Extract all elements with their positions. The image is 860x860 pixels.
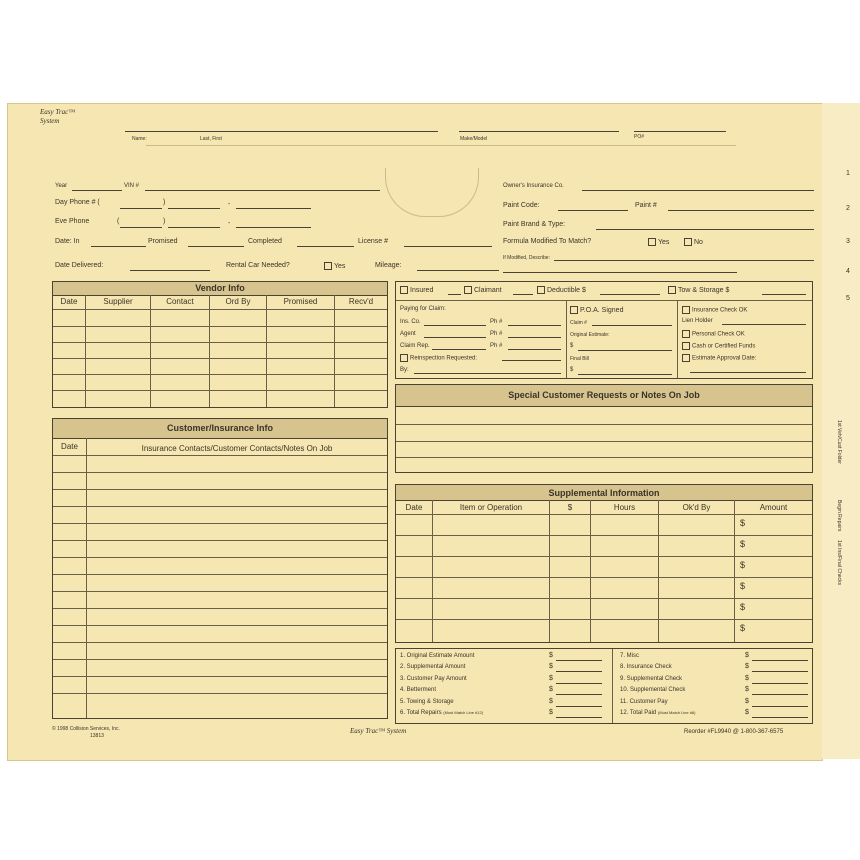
day-area-line [120,208,162,209]
claim-box [395,281,813,379]
paren: ( [117,218,120,225]
checkbox-icon [682,306,690,314]
rental-yes[interactable] [324,262,345,270]
final-bill-dollar: $ [570,367,574,373]
supp-col-line [590,500,591,642]
by-line [414,373,561,374]
special-row-line [396,457,812,458]
supp-row-line [396,598,812,599]
agent-label: Agent [400,331,416,337]
total-left-line [556,706,602,707]
claimant-line [513,294,533,295]
customer-row-line [53,642,387,643]
checkbox-icon [682,330,690,338]
rental-label: Rental Car Needed? [226,262,290,269]
vendor-col-recvd: Recv'd [348,297,374,306]
eve-phone-label: Eve Phone [55,218,90,225]
claimant-check[interactable] [464,286,502,294]
claimant-label: Claimant [474,286,502,294]
total-right-dollar: $ [745,652,749,659]
customer-row-line [53,455,387,456]
customer-row-line [53,540,387,541]
reinspect-label: Reinspection Requested: [410,355,478,362]
by-label: By: [400,367,409,373]
formula-yes-label: Yes [658,238,670,246]
customer-col-date: Date [61,442,78,451]
checkbox-icon [400,354,408,362]
vendor-row-line [53,326,387,327]
checkbox-icon [464,286,472,294]
special-row-line [396,424,812,425]
approval-label: Estimate Approval Date: [692,355,757,362]
lien-label: Lien Holder [682,318,713,324]
side-label: 1st Veh/Cust Folder [836,420,842,464]
make-model-label: Make/Model [460,136,488,142]
total-left-line [556,717,602,718]
supp-col-hours: Hours [613,503,636,512]
supp-amount-dollar: $ [740,602,746,612]
date-delivered-line [130,270,210,271]
total-left-label-6 [400,710,483,716]
supp-row-line [396,535,812,536]
insured-check[interactable] [400,286,433,294]
completed-line [297,246,354,247]
customer-row-line [53,659,387,660]
checkbox-icon [682,342,690,350]
customer-row-line [53,608,387,609]
total-label: 12. Total Paid [620,710,657,716]
supp-col-line [549,500,550,642]
side-number: 5 [846,295,850,302]
totals-divider [612,649,613,723]
day-phone-label: Day Phone # ( [55,199,100,206]
dash: - [228,220,231,227]
checkbox-icon [668,286,676,294]
checkbox-icon [570,306,578,314]
customer-table [52,418,388,719]
checkbox-icon [324,262,332,270]
customer-row-line [53,472,387,473]
agent-line [424,337,486,338]
ph-line [508,337,561,338]
special-box [395,384,813,473]
owners-ins-line [582,190,814,191]
approval-line [690,372,806,373]
customer-row-line [53,625,387,626]
supp-col-okdby: Ok'd By [682,503,711,512]
eve-phone-line2 [236,227,311,228]
vendor-row-line [53,374,387,375]
total-right-label-12 [620,710,696,716]
day-phone-line2 [236,208,311,209]
supp-col-line [432,500,433,642]
side-number: 4 [846,268,850,275]
side-number: 1 [846,170,850,177]
reinspect-line [502,360,561,361]
folder-top-edge [7,95,827,103]
supp-amount-dollar: $ [740,560,746,570]
orig-est-dollar: $ [570,343,574,349]
deductible-check[interactable] [537,286,586,294]
reinspect-check[interactable] [400,354,477,362]
vin-label: VIN # [124,183,140,189]
supp-row-line [396,577,812,578]
name-label: Name: [132,136,147,142]
special-title: Special Customer Requests or Notes On Job [396,385,812,407]
tow-line [762,294,806,295]
total-left-line [556,660,602,661]
year-label: Year [55,183,68,189]
formula-no-label: No [694,238,703,246]
customer-row-line [53,693,387,694]
side-label: 1st Ins/Final Checks [836,540,842,586]
vendor-col-supplier: Supplier [103,297,133,306]
vendor-row-line [53,358,387,359]
date-in-line [91,246,146,247]
brand-line1: Easy Trac™ [40,108,76,116]
total-right-label: 11. Customer Pay [620,699,668,705]
final-bill-line [578,374,672,375]
customer-row-line [53,557,387,558]
paint-num-label: Paint # [635,202,657,209]
deductible-label: Deductible $ [547,286,586,294]
total-left-label: 2. Supplemental Amount [400,664,466,670]
claim-rep-label: Claim Rep. [400,343,430,349]
checkbox-icon [682,354,690,362]
customer-title: Customer/Insurance Info [53,419,387,439]
vendor-col-contact: Contact [166,297,194,306]
supp-col-date: Date [405,503,423,512]
claim-divider [396,300,812,301]
footer-brand: Easy Trac™ System [350,727,407,735]
ph-label: Ph # [490,343,503,349]
supp-col-dollar: $ [567,503,573,512]
license-label: License # [358,238,388,245]
supp-amount-dollar: $ [740,623,746,633]
paren: ) [163,199,166,206]
total-left-dollar: $ [549,675,553,682]
mileage-label: Mileage: [375,262,402,269]
checkbox-icon [684,238,692,246]
dash: - [228,201,231,208]
total-left-dollar: $ [549,698,553,705]
supp-col-amount: Amount [759,503,788,512]
day-phone-line [168,208,220,209]
special-row-line [396,441,812,442]
claim-num-line [592,325,672,326]
total-left-dollar: $ [549,709,553,716]
customer-row-line [53,489,387,490]
claim-col-line [677,300,678,378]
customer-row-line [53,523,387,524]
if-modified-line2 [503,272,737,273]
total-left-line [556,671,602,672]
total-right-line [752,717,808,718]
personal-check[interactable] [682,330,745,338]
customer-row-line [53,676,387,677]
year-line [72,190,122,191]
vendor-col-promised: Promised [283,297,318,306]
claim-num-label: Claim # [570,320,587,326]
eve-phone-line [168,227,220,228]
supp-row-line [396,556,812,557]
supplemental-title: Supplemental Information [396,485,812,501]
po-label: PO# [634,134,645,140]
total-left-label: 4. Betterment [400,687,437,693]
vin-line [145,190,380,191]
orig-est-label: Original Estimate: [570,332,610,338]
rental-yes-label: Yes [334,262,346,270]
supp-col-line [658,500,659,642]
paint-num-line [668,210,814,211]
insured-line [448,294,461,295]
paint-brand-line [596,229,814,230]
paint-code-label: Paint Code: [503,202,540,209]
customer-row-line [53,506,387,507]
total-left-line [556,694,602,695]
name-line [125,131,438,132]
total-right-label: 10. Supplemental Check [620,687,686,693]
poa-label: P.O.A. Signed [580,306,624,314]
vendor-row-line [53,390,387,391]
last-first-label: Last, First [200,136,222,142]
tow-label: Tow & Storage $ [678,286,730,294]
approval-check[interactable] [682,354,756,362]
paren: ) [163,218,166,225]
claim-rep-line [432,349,486,350]
customer-row-line [53,574,387,575]
promised-label: Promised [148,238,178,245]
cash-check[interactable] [682,342,755,350]
personal-label: Personal Check OK [692,331,745,338]
ins-check-check[interactable] [682,306,747,314]
checkbox-icon [400,286,408,294]
formula-yes[interactable] [648,238,669,246]
total-right-dollar: $ [745,663,749,670]
orig-est-line [578,350,672,351]
paint-code-line [558,210,628,211]
total-right-line [752,683,808,684]
total-right-line [752,706,808,707]
side-number: 3 [846,238,850,245]
supp-col-line [734,500,735,642]
poa-check[interactable] [570,306,623,314]
total-right-line [752,694,808,695]
supp-col-item: Item or Operation [459,503,523,512]
formula-label: Formula Modified To Match? [503,238,592,245]
supp-row-line [396,619,812,620]
total-right-dollar: $ [745,686,749,693]
deductible-line [600,294,660,295]
make-model-line [459,131,619,132]
total-left-label: 3. Customer Pay Amount [400,676,467,682]
checkbox-icon [648,238,656,246]
total-note: (Must Match Line #12) [443,710,484,715]
insured-label: Insured [410,286,434,294]
ins-co-line [424,325,486,326]
vendor-row-line [53,309,387,310]
vendor-row-line [53,342,387,343]
total-right-line [752,660,808,661]
total-left-line [556,683,602,684]
ph-line [508,325,561,326]
side-label: Begin Repairs [836,500,842,532]
license-line [404,246,492,247]
vendor-title: Vendor Info [53,282,387,296]
total-right-label: 7. Misc [620,653,640,659]
customer-col-notes: Insurance Contacts/Customer Contacts/Notes On Job [141,444,333,453]
paying-label: Paying for Claim: [400,306,446,312]
tow-check[interactable] [668,286,729,294]
date-delivered-label: Date Delivered: [55,262,104,269]
promised-line [188,246,244,247]
final-bill-label: Final Bill [570,356,589,362]
eve-area-line [120,227,162,228]
supp-row-line [396,514,812,515]
formula-no[interactable] [684,238,703,246]
copyright: © 1998 Collision Services, Inc. [52,726,120,732]
total-right-line [752,671,808,672]
ph-label: Ph # [490,331,503,337]
side-number: 2 [846,205,850,212]
total-left-label: 5. Towing & Storage [400,699,454,705]
total-left-dollar: $ [549,663,553,670]
supp-amount-dollar: $ [740,518,746,528]
total-left-dollar: $ [549,686,553,693]
pocket-edge [146,145,736,166]
owners-ins-label: Owner's Insurance Co. [503,183,564,189]
total-right-dollar: $ [745,675,749,682]
total-right-label: 9. Supplemental Check [620,676,683,682]
if-modified-line [554,260,814,261]
ph-label: Ph # [490,319,503,325]
total-left-label: 1. Original Estimate Amount [400,653,475,659]
if-modified-label: If Modified, Describe: [503,255,550,261]
vendor-col-ordby: Ord By [225,297,251,306]
checkbox-icon [537,286,545,294]
supp-amount-dollar: $ [740,581,746,591]
total-right-dollar: $ [745,709,749,716]
total-left-dollar: $ [549,652,553,659]
total-right-label: 8. Insurance Check [620,664,672,670]
cash-label: Cash or Certified Funds [692,343,756,350]
completed-label: Completed [248,238,282,245]
reorder-info: Reorder #FL9940 @ 1-800-367-6575 [684,729,784,735]
total-label: 6. Total Repairs [400,710,442,716]
date-in-label: Date: In [55,238,80,245]
customer-row-line [53,591,387,592]
vendor-col-date: Date [60,297,78,306]
supp-amount-dollar: $ [740,539,746,549]
brand-line2: System [40,117,60,125]
total-note: (Must Match Line #6) [657,710,696,715]
ins-check-label: Insurance Check OK [692,307,748,314]
mileage-line [417,270,499,271]
form-code: 13813 [90,733,104,739]
paint-brand-label: Paint Brand & Type: [503,221,566,228]
lien-line [722,324,806,325]
ph-line [508,349,561,350]
total-right-dollar: $ [745,698,749,705]
ins-co-label: Ins. Co. [400,319,421,325]
claim-col-line [566,300,567,378]
po-line [634,131,726,132]
